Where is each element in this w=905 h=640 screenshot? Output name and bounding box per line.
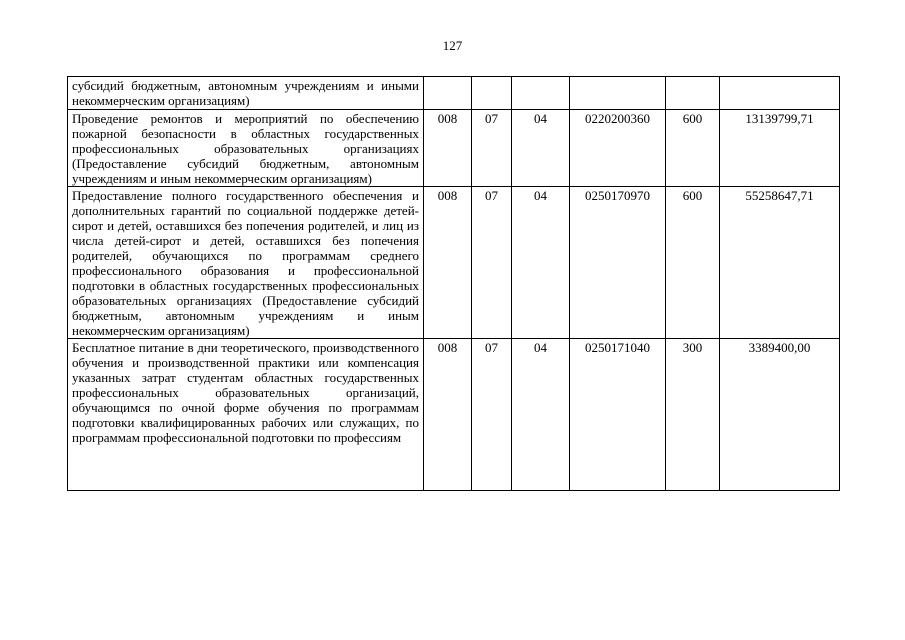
budget-table xyxy=(67,76,840,491)
row-expense-type-code: 600 xyxy=(666,187,720,339)
row-expense-type-code: 300 xyxy=(666,339,720,491)
row-ministry-code: 008 xyxy=(424,339,472,491)
row-article-code xyxy=(570,77,666,110)
table-row xyxy=(68,187,840,339)
row-subsection-code: 04 xyxy=(512,110,570,187)
row-section-code: 07 xyxy=(472,110,512,187)
table-row xyxy=(68,339,840,491)
row-subsection-code xyxy=(512,77,570,110)
row-article-code: 0250170970 xyxy=(570,187,666,339)
row-article-code: 0250171040 xyxy=(570,339,666,491)
row-amount xyxy=(720,77,840,110)
row-section-code: 07 xyxy=(472,187,512,339)
row-description: субсидий бюджетным, автономным учреждениям и иными некоммерческим организациям) xyxy=(68,77,424,110)
row-subsection-code: 04 xyxy=(512,187,570,339)
page-number: 127 xyxy=(442,38,463,53)
table-row xyxy=(68,77,840,110)
row-ministry-code xyxy=(424,77,472,110)
row-description: Бесплатное питание в дни теоретического, производственного обучения и производственной практики или компенсация указанных затрат студентам областных государственных профессиональных образовательных организаций, обучающимся по очной форме обучения по программам подготовки квалифицированных рабочих или служащих, по программам профессиональной подготовки по профессиям xyxy=(72,340,419,445)
row-amount: 55258647,71 xyxy=(720,187,840,339)
row-section-code xyxy=(472,77,512,110)
row-description: Проведение ремонтов и мероприятий по обеспечению пожарной безопасности в областных государственных профессиональных образовательных организациях (Предоставление субсидий бюджетным, автономным учреждениям и иным некоммерческим организациям) xyxy=(68,110,424,187)
row-expense-type-code: 600 xyxy=(666,110,720,187)
row-ministry-code: 008 xyxy=(424,187,472,339)
row-amount: 13139799,71 xyxy=(720,110,840,187)
row-article-code: 0220200360 xyxy=(570,110,666,187)
row-amount: 3389400,00 xyxy=(720,339,840,491)
row-description-cell xyxy=(68,339,424,491)
table-row xyxy=(68,110,840,187)
row-ministry-code: 008 xyxy=(424,110,472,187)
row-section-code: 07 xyxy=(472,339,512,491)
row-subsection-code: 04 xyxy=(512,339,570,491)
row-description: Предоставление полного государственного обеспечения и дополнительных гарантий по социальной поддержке детей-сирот и детей, оставшихся без попечения родителей, и лиц из числа детей-сирот и детей, оставшихся без попечения родителей, обучающихся по программам среднего профессионального образования и профессиональной подготовки в областных государственных профессиональных образовательных организациях (Предоставление субсидий бюджетным, автономным учреждениям и иным некоммерческим организациям) xyxy=(68,187,424,339)
row-expense-type-code xyxy=(666,77,720,110)
